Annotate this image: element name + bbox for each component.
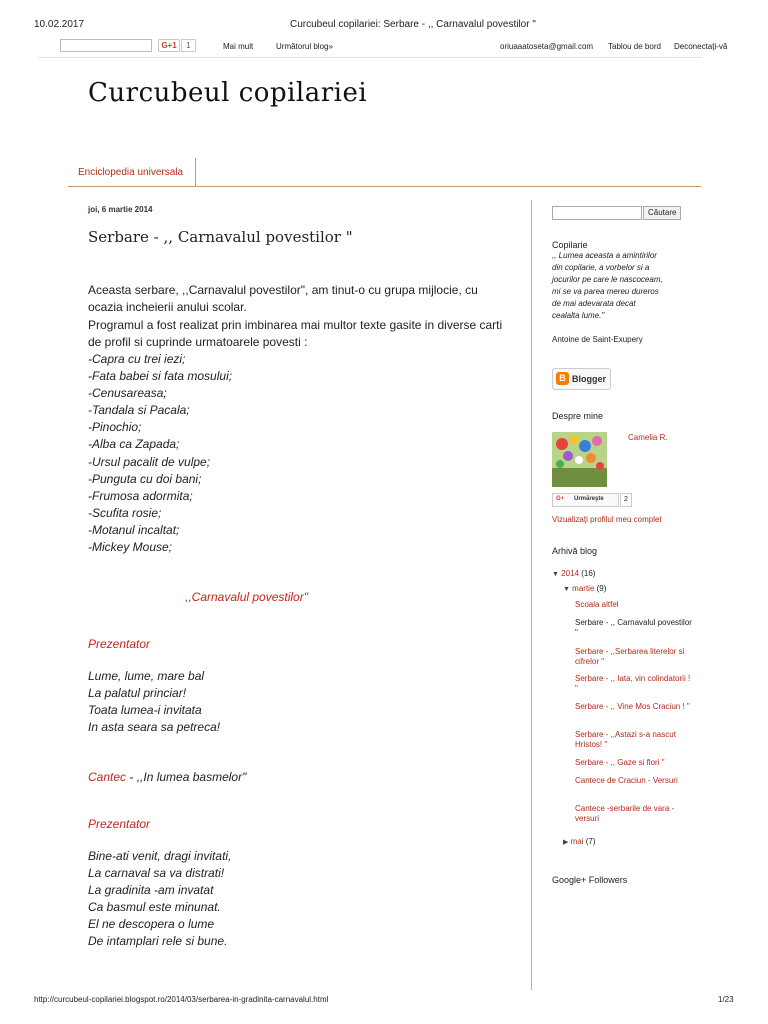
story-item: -Frumosa adormita; [88, 489, 193, 503]
gplus-button[interactable]: G+1 [158, 39, 180, 52]
next-blog-link[interactable]: Următorul blog» [276, 42, 333, 51]
story-item: -Capra cu trei iezi; [88, 352, 186, 366]
quote-line: cealalta lume." [552, 311, 605, 320]
post-line: de profil si cuprinde urmatoarele povesti : [88, 335, 308, 349]
archive-post-link[interactable]: Cantece -serbarile de vara - versuri [575, 804, 675, 823]
follow-button[interactable] [552, 493, 619, 507]
blogger-navbar [38, 35, 728, 57]
story-item: -Cenusareasa; [88, 386, 167, 400]
post-line: Aceasta serbare, ,,Carnavalul povestilor", am tinut-o cu grupa mijlocie, cu [88, 283, 478, 297]
blogger-badge[interactable] [552, 368, 611, 390]
month-label: martie [572, 584, 595, 593]
month-count: (9) [596, 584, 607, 593]
story-item: -Alba ca Zapada; [88, 437, 180, 451]
expanded-arrow-icon: ▼ [552, 571, 559, 578]
song-title: - ,,In lumea basmelor" [126, 770, 247, 784]
quote-line: ,, Lumea aceasta a amintirilor [552, 251, 657, 260]
full-profile-link[interactable]: Vizualizaţi profilul meu complet [552, 515, 662, 524]
collapsed-arrow-icon: ▶ [563, 839, 569, 846]
print-date: 10.02.2017 [34, 19, 85, 30]
blogger-icon: B [556, 372, 569, 385]
tab-enciclopedia[interactable] [68, 158, 196, 186]
post-title[interactable]: Serbare - ,, Carnavalul povestilor " [88, 228, 353, 246]
sidebar-divider [531, 200, 532, 990]
story-item: -Scufita rosie; [88, 506, 162, 520]
archive-post-link[interactable]: Scoala altfel [575, 600, 619, 609]
song-line [88, 770, 246, 784]
verse-line: In asta seara sa petreca! [88, 720, 221, 734]
archive-month-mai[interactable] [563, 837, 596, 846]
dashboard-link[interactable]: Tablou de bord [608, 42, 661, 51]
print-title: Curcubeul copilariei: Serbare - ,, Carnavalul povestilor " [290, 19, 536, 30]
footer-url: http://curcubeul-copilariei.blogspot.ro/2014/03/serbarea-in-gradinita-carnavalul.html [34, 995, 329, 1004]
verse-line: El ne descopera o lume [88, 917, 215, 931]
quote-line: jocurilor pe care le nascoceam, [552, 275, 663, 284]
verse-line: Lume, lume, mare bal [88, 669, 205, 683]
tab-label: Enciclopedia universala [78, 167, 184, 178]
story-item: -Pinochio; [88, 420, 142, 434]
balloons-photo-icon [552, 432, 607, 487]
copilarie-heading: Copilarie [552, 240, 588, 250]
signout-link[interactable]: Deconectaţi-vă [674, 42, 728, 51]
follow-label: Urmăreşte [574, 496, 604, 502]
verse-line: Ca basmul este minunat. [88, 900, 221, 914]
story-item: -Ursul pacalit de vulpe; [88, 455, 211, 469]
quote-line: mi se va parea mereu dureros [552, 287, 659, 296]
verse-line: Toata lumea-i invitata [88, 703, 202, 717]
year-label: 2014 [561, 569, 579, 578]
user-email: oriuaaatoseta@gmail.com [500, 42, 594, 51]
post-line: ocazia incheierii anului scolar. [88, 300, 247, 314]
about-heading: Despre mine [552, 411, 604, 421]
archive-heading: Arhivă blog [552, 546, 598, 556]
more-link[interactable]: Mai mult [223, 42, 254, 51]
gplus-icon: G+ [556, 496, 565, 502]
blog-title[interactable]: Curcubeul copilariei [88, 78, 368, 108]
profile-name[interactable]: Camelia R. [628, 433, 668, 442]
quote-line: din copilarie, a vorbelor si a [552, 263, 650, 272]
archive-post-link[interactable]: Serbare - ,, Vine Mos Craciun ! " [575, 702, 690, 711]
follow-count: 2 [620, 493, 632, 507]
page-tabs [68, 158, 701, 187]
childhood-quote [552, 250, 684, 322]
expanded-arrow-icon: ▼ [563, 586, 570, 593]
archive-post-link[interactable]: Serbare - ,, Gaze si flori " [575, 758, 665, 767]
quote-author: Antoine de Saint-Exupery [552, 335, 643, 344]
profile-photo[interactable] [552, 432, 607, 487]
quote-line: de mai adevarata decat [552, 299, 636, 308]
song-label: Cantec [88, 770, 127, 784]
story-item: -Fata babei si fata mosului; [88, 369, 233, 383]
story-item: -Tandala si Pacala; [88, 403, 190, 417]
verse-line: La carnaval sa va distrati! [88, 866, 225, 880]
story-item: -Mickey Mouse; [88, 540, 173, 554]
post-line: Programul a fost realizat prin imbinarea mai multor texte gasite in diverse carti [88, 318, 503, 332]
month-label: mai [570, 837, 584, 846]
verse-line: La gradinita -am invatat [88, 883, 214, 897]
verse-line: La palatul princiar! [88, 686, 187, 700]
story-item: -Motanul incaltat; [88, 523, 180, 537]
navbar-search-input[interactable] [60, 39, 152, 52]
archive-year-2014[interactable] [552, 569, 595, 578]
gplus-count: 1 [181, 39, 196, 52]
archive-month-martie[interactable] [563, 584, 606, 593]
presenter-label: Prezentator [88, 817, 151, 831]
program-subtitle: ,,Carnavalul povestilor" [185, 590, 308, 604]
presenter-label: Prezentator [88, 637, 151, 651]
search-button[interactable]: Căutare [643, 206, 681, 220]
blogger-label: Blogger [572, 374, 607, 384]
archive-post-current[interactable]: Serbare - ,, Carnavalul povestilor " [575, 618, 692, 637]
followers-heading: Google+ Followers [552, 875, 628, 885]
month-count: (7) [585, 837, 596, 846]
verse-line: De intamplari rele si bune. [88, 934, 228, 948]
story-item: -Punguta cu doi bani; [88, 472, 202, 486]
archive-post-link[interactable]: Serbare - ,,Serbarea literelor si cifrelor " [575, 647, 685, 666]
year-count: (16) [581, 569, 596, 578]
sidebar-search-input[interactable] [552, 206, 642, 220]
archive-post-link[interactable]: Serbare - ,,Astazi s-a nascut Hristos! " [575, 730, 676, 749]
page-number: 1/23 [718, 995, 734, 1004]
post-date: joi, 6 martie 2014 [88, 205, 153, 214]
navbar-divider [38, 57, 702, 58]
verse-line: Bine-ati venit, dragi invitati, [88, 849, 232, 863]
archive-post-link[interactable]: Serbare - ,, Iata, vin colindatorii ! " [575, 674, 691, 693]
archive-post-link[interactable]: Cantece de Craciun - Versuri [575, 776, 678, 785]
